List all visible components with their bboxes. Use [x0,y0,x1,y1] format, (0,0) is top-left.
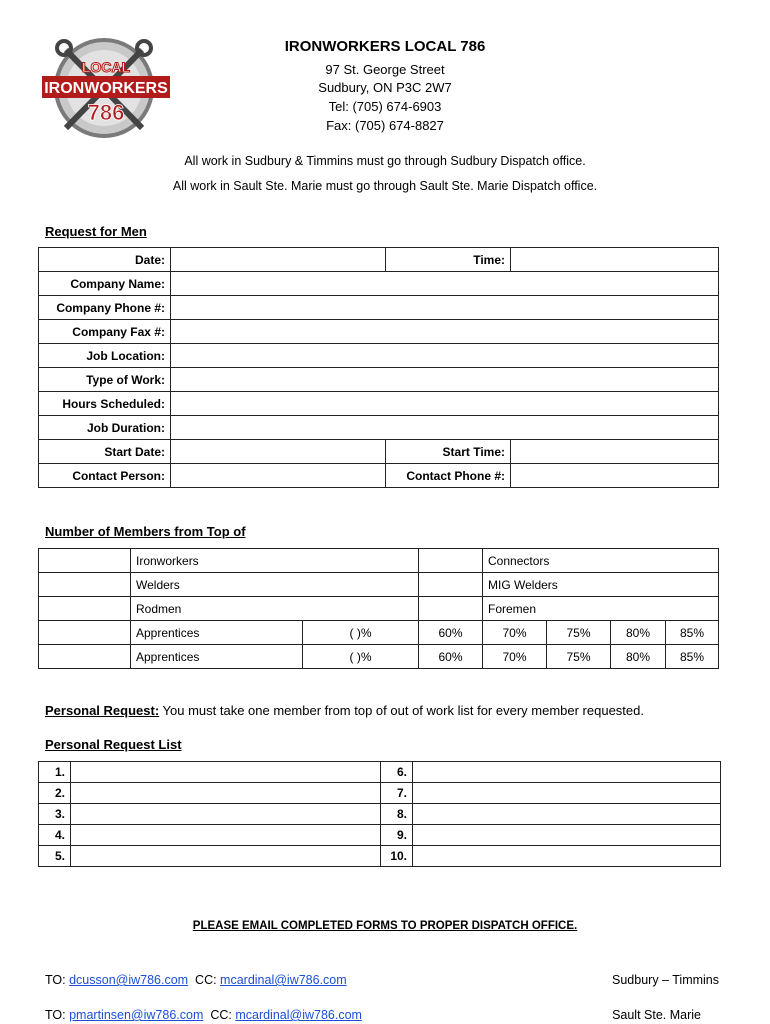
pct-70-option-2[interactable]: 70% [483,645,547,669]
table-row [39,368,719,392]
hours-scheduled-label: Hours Scheduled: [39,392,171,416]
table-row [39,440,719,464]
personal-request-field-8[interactable] [413,804,721,825]
contact-phone-label: Contact Phone #: [386,464,511,488]
time-label: Time: [386,248,511,272]
list-number: 7. [381,783,413,804]
foremen-count[interactable] [419,597,483,621]
connectors-count[interactable] [419,549,483,573]
hours-scheduled-field[interactable] [171,392,719,416]
pct-60-option-2[interactable]: 60% [419,645,483,669]
company-phone-label: Company Phone #: [39,296,171,320]
logo-text-786: 786 [87,100,125,125]
table-row [39,296,719,320]
table-row [39,464,719,488]
list-number: 6. [381,762,413,783]
time-field[interactable] [511,248,719,272]
org-name: IRONWORKERS LOCAL 786 [284,38,486,55]
list-number: 4. [39,825,71,846]
list-number: 10. [381,846,413,867]
pct-80-option-2[interactable]: 80% [611,645,666,669]
sault-cc-email-link[interactable]: mcardinal@iw786.com [235,1008,362,1022]
sault-contact-line [45,1008,362,1022]
personal-list-title: Personal Request List [45,737,182,752]
dispatch-note-sault: All work in Sault Ste. Marie must go through Sault Ste. Marie Dispatch office. [172,179,598,193]
to-label: TO: [45,973,70,987]
table-row [39,344,719,368]
pct-85-option-1[interactable]: 85% [666,621,719,645]
job-location-field[interactable] [171,344,719,368]
cc-label: CC: [188,973,221,987]
company-phone-field[interactable] [171,296,719,320]
sudbury-contact-line [45,973,347,987]
region-sudbury-timmins: Sudbury – Timmins [612,973,719,987]
start-date-label: Start Date: [39,440,171,464]
personal-request-field-1[interactable] [71,762,381,783]
pct-80-option-1[interactable]: 80% [611,621,666,645]
apprentices-label-2: Apprentices [131,645,303,669]
personal-request-field-9[interactable] [413,825,721,846]
street-address: 97 St. George Street [325,62,445,77]
welders-label: Welders [131,573,419,597]
contact-person-field[interactable] [171,464,386,488]
sault-to-email-link[interactable]: pmartinsen@iw786.com [69,1008,204,1022]
pct-85-option-2[interactable]: 85% [666,645,719,669]
table-row [39,846,721,867]
table-row [39,416,719,440]
table-row [39,804,721,825]
date-field[interactable] [171,248,386,272]
personal-request-field-3[interactable] [71,804,381,825]
table-row [39,597,719,621]
table-row [39,825,721,846]
company-fax-label: Company Fax #: [39,320,171,344]
list-number: 1. [39,762,71,783]
job-duration-field[interactable] [171,416,719,440]
logo-text-ironworkers: IRONWORKERS [44,80,168,97]
personal-request-table [38,761,721,867]
request-section-title: Request for Men [45,224,147,239]
personal-request-field-10[interactable] [413,846,721,867]
logo-text-local: LOCAL [81,59,131,75]
members-section-title: Number of Members from Top of [45,524,246,539]
list-number: 5. [39,846,71,867]
type-of-work-field[interactable] [171,368,719,392]
table-row [39,762,721,783]
members-table [38,548,719,669]
table-row [39,248,719,272]
mig-welders-label: MIG Welders [483,573,719,597]
pct-75-option-1[interactable]: 75% [547,621,611,645]
foremen-label: Foremen [483,597,719,621]
apprentices-count-2[interactable] [39,645,131,669]
request-table [38,247,719,488]
job-location-label: Job Location: [39,344,171,368]
contact-person-label: Contact Person: [39,464,171,488]
city-address: Sudbury, ON P3C 2W7 [318,80,452,95]
personal-request-field-7[interactable] [413,783,721,804]
sudbury-cc-email-link[interactable]: mcardinal@iw786.com [220,973,347,987]
apprentice-pct-blank-2[interactable]: ( )% [303,645,419,669]
dispatch-note-sudbury: All work in Sudbury & Timmins must go through Sudbury Dispatch office. [184,154,586,168]
email-instructions: PLEASE EMAIL COMPLETED FORMS TO PROPER DISPATCH OFFICE. [192,920,578,932]
fax: Fax: (705) 674-8827 [326,118,444,133]
apprentices-count-1[interactable] [39,621,131,645]
personal-request-note [45,703,644,718]
pct-60-option-1[interactable]: 60% [419,621,483,645]
connectors-label: Connectors [483,549,719,573]
apprentices-label-1: Apprentices [131,621,303,645]
list-number: 8. [381,804,413,825]
personal-request-label: Personal Request: [45,703,160,718]
table-row [39,645,719,669]
list-number: 3. [39,804,71,825]
rodmen-label: Rodmen [131,597,419,621]
mig-welders-count[interactable] [419,573,483,597]
sudbury-to-email-link[interactable]: dcusson@iw786.com [69,973,189,987]
table-row [39,573,719,597]
table-row [39,272,719,296]
personal-request-field-4[interactable] [71,825,381,846]
table-row [39,783,721,804]
rodmen-count[interactable] [39,597,131,621]
welders-count[interactable] [39,573,131,597]
personal-request-field-2[interactable] [71,783,381,804]
company-fax-field[interactable] [171,320,719,344]
cc-label: CC: [203,1008,236,1022]
table-row [39,621,719,645]
table-row [39,320,719,344]
personal-request-field-6[interactable] [413,762,721,783]
list-number: 2. [39,783,71,804]
table-row [39,549,719,573]
date-label: Date: [39,248,171,272]
personal-request-text: You must take one member from top of out of work list for every member requested. [159,703,644,718]
company-name-field[interactable] [171,272,719,296]
ironworkers-count[interactable] [39,549,131,573]
job-duration-label: Job Duration: [39,416,171,440]
start-time-label: Start Time: [386,440,511,464]
type-of-work-label: Type of Work: [39,368,171,392]
apprentice-pct-blank-1[interactable]: ( )% [303,621,419,645]
company-name-label: Company Name: [39,272,171,296]
personal-request-field-5[interactable] [71,846,381,867]
ironworkers-label: Ironworkers [131,549,419,573]
region-sault-ste-marie: Sault Ste. Marie [612,1008,701,1022]
telephone: Tel: (705) 674-6903 [328,99,442,114]
contact-phone-field[interactable] [511,464,719,488]
table-row [39,392,719,416]
union-logo [38,36,174,140]
pct-75-option-2[interactable]: 75% [547,645,611,669]
start-date-field[interactable] [171,440,386,464]
start-time-field[interactable] [511,440,719,464]
pct-70-option-1[interactable]: 70% [483,621,547,645]
to-label: TO: [45,1008,70,1022]
list-number: 9. [381,825,413,846]
